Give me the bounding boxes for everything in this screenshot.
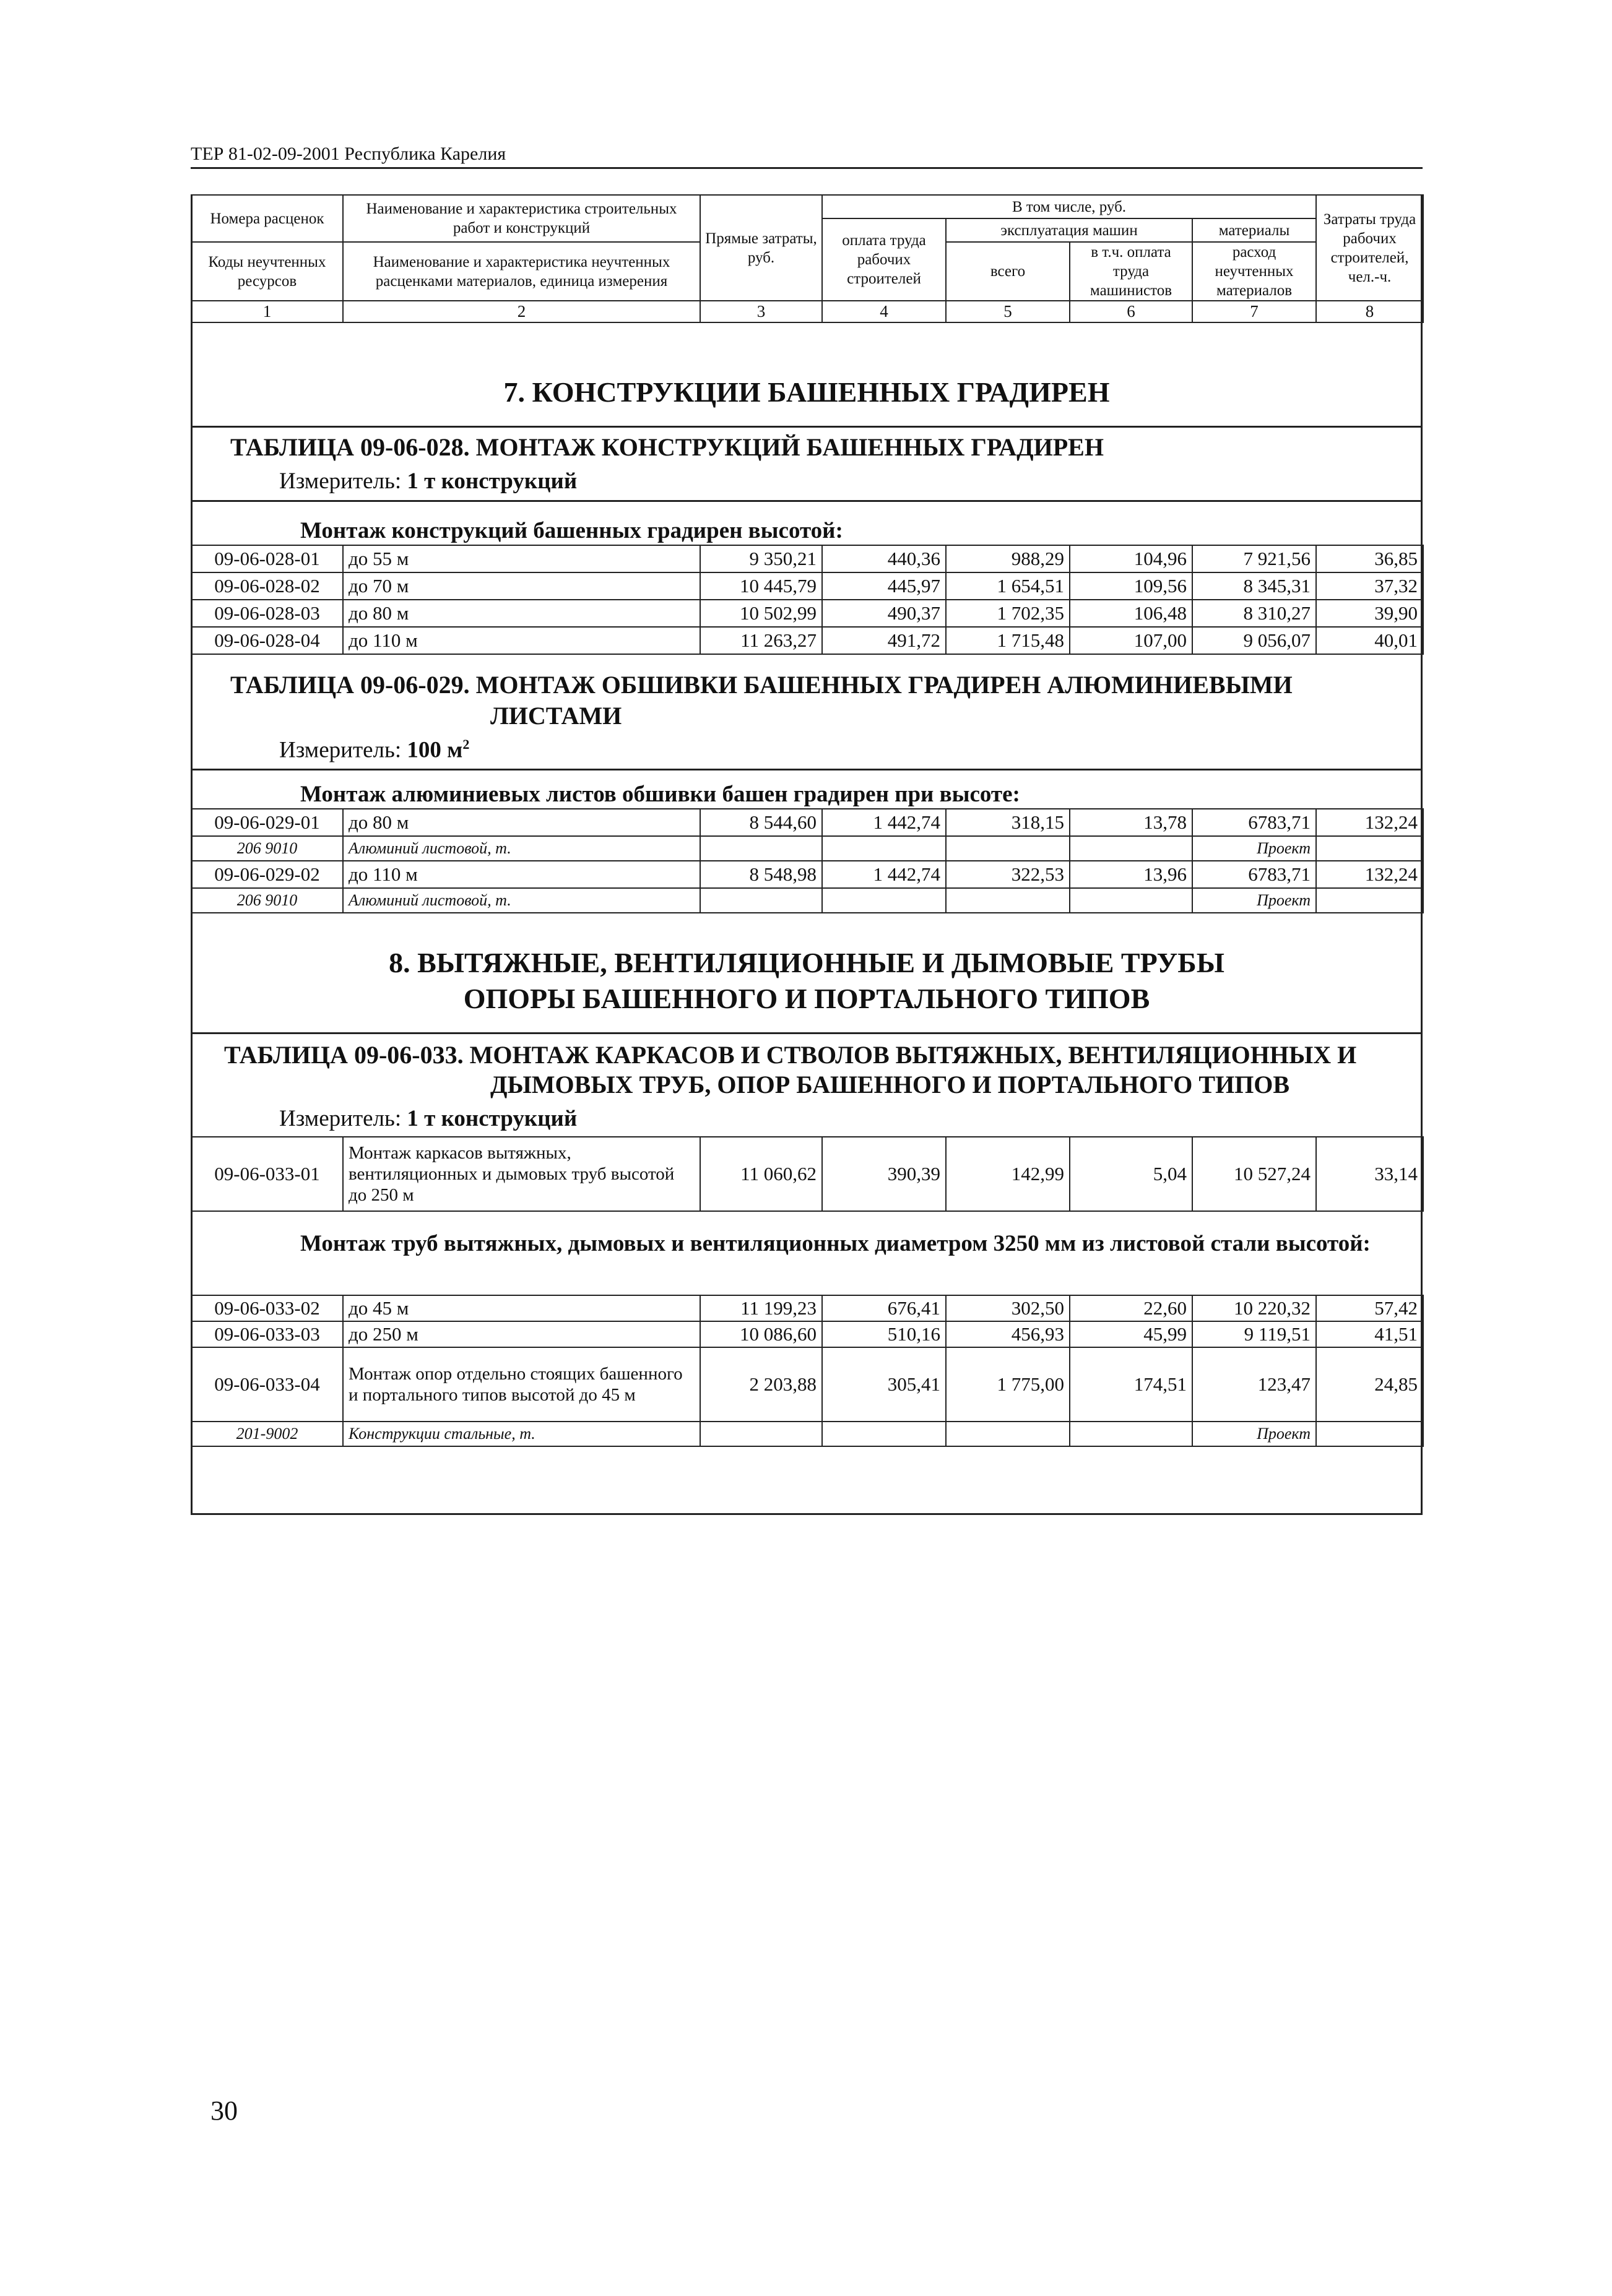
table-row xyxy=(191,1347,1423,1422)
table-033-meter xyxy=(279,1105,577,1132)
row-machines-op: 13,96 xyxy=(1070,861,1192,888)
meter-label: Измеритель: xyxy=(279,737,402,763)
col-number: 5 xyxy=(946,301,1070,322)
table-row xyxy=(191,572,1423,600)
row-materials: 10 220,32 xyxy=(1192,1295,1316,1321)
table-row xyxy=(191,600,1423,627)
row-hours: 39,90 xyxy=(1316,600,1423,627)
row-direct: 11 060,62 xyxy=(700,1137,822,1211)
divider xyxy=(191,1032,1423,1034)
row-name: до 80 м xyxy=(343,600,700,627)
row-materials: 9 056,07 xyxy=(1192,627,1316,654)
row-materials: 10 527,24 xyxy=(1192,1137,1316,1211)
row-labor: 490,37 xyxy=(822,600,946,627)
row-direct: 11 199,23 xyxy=(700,1295,822,1321)
col-number: 2 xyxy=(343,301,700,322)
res-codes-header: Коды неучтенных ресурсов xyxy=(191,242,343,301)
row-code: 09-06-029-01 xyxy=(191,809,343,836)
row-materials: 7 921,56 xyxy=(1192,545,1316,572)
row-code: 09-06-028-03 xyxy=(191,600,343,627)
row-machines-op: 104,96 xyxy=(1070,545,1192,572)
row-labor: 305,41 xyxy=(822,1347,946,1422)
row-machines: 1 775,00 xyxy=(946,1347,1070,1422)
row-direct: 11 263,27 xyxy=(700,627,822,654)
row-machines: 318,15 xyxy=(946,809,1070,836)
meter-superscript: 2 xyxy=(462,736,470,752)
table-029-title-line2: ЛИСТАМИ xyxy=(490,702,622,730)
row-code: 09-06-029-02 xyxy=(191,861,343,888)
resource-row xyxy=(191,1422,1423,1446)
row-labor: 510,16 xyxy=(822,1321,946,1347)
table-029-subhead: Монтаж алюминиевых листов обшивки башен градирен при высоте: xyxy=(300,782,1020,807)
col-codes-header: Номера расценок xyxy=(191,195,343,242)
resource-value: Проект xyxy=(1192,1422,1316,1446)
labor-pay-header: оплата труда рабочих строителей xyxy=(822,218,946,301)
table-028-title: ТАБЛИЦА 09-06-028. МОНТАЖ КОНСТРУКЦИЙ БАШЕННЫХ ГРАДИРЕН xyxy=(230,433,1104,461)
row-machines-op: 174,51 xyxy=(1070,1347,1192,1422)
row-labor: 491,72 xyxy=(822,627,946,654)
table-033-title-line1: ТАБЛИЦА 09-06-033. МОНТАЖ КАРКАСОВ И СТВОЛОВ ВЫТЯЖНЫХ, ВЕНТИЛЯЦИОННЫХ И xyxy=(224,1041,1357,1069)
machines-header: эксплуатация машин xyxy=(946,218,1192,242)
row-code: 09-06-028-01 xyxy=(191,545,343,572)
row-machines-op: 13,78 xyxy=(1070,809,1192,836)
table-029-title-line1: ТАБЛИЦА 09-06-029. МОНТАЖ ОБШИВКИ БАШЕННЫХ ГРАДИРЕН АЛЮМИНИЕВЫМИ xyxy=(230,671,1293,699)
meter-value: 100 м xyxy=(407,737,463,763)
table-row xyxy=(191,861,1423,888)
row-labor: 676,41 xyxy=(822,1295,946,1321)
col-number: 8 xyxy=(1316,301,1423,322)
row-direct: 8 548,98 xyxy=(700,861,822,888)
row-machines: 1 715,48 xyxy=(946,627,1070,654)
table-row xyxy=(191,1295,1423,1321)
row-code: 09-06-028-04 xyxy=(191,627,343,654)
col-name-header: Наименование и характеристика строительных работ и конструкций xyxy=(343,195,700,242)
row-machines-op: 109,56 xyxy=(1070,572,1192,600)
row-machines: 302,50 xyxy=(946,1295,1070,1321)
resource-row xyxy=(191,888,1423,913)
row-name: до 70 м xyxy=(343,572,700,600)
resource-code: 206 9010 xyxy=(191,888,343,913)
table-028-meter xyxy=(279,468,577,494)
row-machines-op: 22,60 xyxy=(1070,1295,1192,1321)
table-029-meter xyxy=(279,736,469,763)
row-hours: 57,42 xyxy=(1316,1295,1423,1321)
table-row xyxy=(191,545,1423,572)
section-7-title: 7. КОНСТРУКЦИИ БАШЕННЫХ ГРАДИРЕН xyxy=(503,376,1110,408)
resource-name: Алюминий листовой, т. xyxy=(343,888,700,913)
row-materials: 8 345,31 xyxy=(1192,572,1316,600)
header-rule xyxy=(191,167,1423,169)
meter-label: Измеритель: xyxy=(279,468,402,494)
row-direct: 10 445,79 xyxy=(700,572,822,600)
row-machines: 1 654,51 xyxy=(946,572,1070,600)
row-direct: 10 086,60 xyxy=(700,1321,822,1347)
meter-value: 1 т конструкций xyxy=(407,1106,578,1131)
row-materials: 6783,71 xyxy=(1192,861,1316,888)
row-labor: 390,39 xyxy=(822,1137,946,1211)
row-machines: 456,93 xyxy=(946,1321,1070,1347)
table-028-subhead: Монтаж конструкций башенных градирен высотой: xyxy=(300,518,843,543)
row-hours: 40,01 xyxy=(1316,627,1423,654)
row-name: до 110 м xyxy=(343,861,700,888)
meter-value: 1 т конструкций xyxy=(407,468,578,494)
table-row xyxy=(191,809,1423,836)
table-033-row01 xyxy=(191,1136,1424,1212)
row-hours: 33,14 xyxy=(1316,1137,1423,1211)
row-direct: 9 350,21 xyxy=(700,545,822,572)
row-machines: 1 702,35 xyxy=(946,600,1070,627)
row-name: до 55 м xyxy=(343,545,700,572)
row-direct: 8 544,60 xyxy=(700,809,822,836)
resource-value: Проект xyxy=(1192,836,1316,861)
page-number: 30 xyxy=(210,2095,238,2126)
row-code: 09-06-028-02 xyxy=(191,572,343,600)
divider xyxy=(191,769,1423,770)
meter-label: Измеритель: xyxy=(279,1106,402,1131)
col-direct-header: Прямые затраты, руб. xyxy=(700,195,822,301)
row-code: 09-06-033-01 xyxy=(191,1137,343,1211)
divider xyxy=(191,500,1423,502)
document-header: ТЕР 81-02-09-2001 Республика Карелия xyxy=(191,144,506,164)
table-033-title-line2: ДЫМОВЫХ ТРУБ, ОПОР БАШЕННОГО И ПОРТАЛЬНОГО ТИПОВ xyxy=(490,1071,1290,1098)
resource-name: Конструкции стальные, т. xyxy=(343,1422,700,1446)
table-029-rows xyxy=(191,808,1424,913)
row-labor: 1 442,74 xyxy=(822,861,946,888)
table-033-subhead: Монтаж труб вытяжных, дымовых и вентиляционных диаметром 3250 мм из листовой стали высотой: xyxy=(300,1231,1371,1256)
row-machines-op: 5,04 xyxy=(1070,1137,1192,1211)
row-materials: 6783,71 xyxy=(1192,809,1316,836)
row-labor: 1 442,74 xyxy=(822,809,946,836)
incl-header: В том числе, руб. xyxy=(822,195,1316,218)
row-direct: 2 203,88 xyxy=(700,1347,822,1422)
row-machines-op: 106,48 xyxy=(1070,600,1192,627)
row-name: до 110 м xyxy=(343,627,700,654)
resource-code: 206 9010 xyxy=(191,836,343,861)
table-row xyxy=(191,1137,1423,1211)
section-8-title-line2: ОПОРЫ БАШЕННОГО И ПОРТАЛЬНОГО ТИПОВ xyxy=(463,983,1150,1014)
row-machines: 142,99 xyxy=(946,1137,1070,1211)
row-materials: 8 310,27 xyxy=(1192,600,1316,627)
materials-header: материалы xyxy=(1192,218,1316,242)
table-033-rows xyxy=(191,1295,1424,1447)
col-number: 3 xyxy=(700,301,822,322)
col-number: 6 xyxy=(1070,301,1192,322)
row-code: 09-06-033-03 xyxy=(191,1321,343,1347)
row-hours: 41,51 xyxy=(1316,1321,1423,1347)
machines-total-header: всего xyxy=(946,242,1070,301)
col-number: 1 xyxy=(191,301,343,322)
row-hours: 36,85 xyxy=(1316,545,1423,572)
row-hours: 24,85 xyxy=(1316,1347,1423,1422)
row-code: 09-06-033-02 xyxy=(191,1295,343,1321)
row-materials: 123,47 xyxy=(1192,1347,1316,1422)
col-labor-cost-header: Затраты труда рабочих строителей, чел.-ч. xyxy=(1316,195,1423,301)
row-labor: 440,36 xyxy=(822,545,946,572)
resource-row xyxy=(191,836,1423,861)
col-number: 7 xyxy=(1192,301,1316,322)
resource-code: 201-9002 xyxy=(191,1422,343,1446)
row-name: Монтаж опор отдельно стоящих башенного и портального типов высотой до 45 м xyxy=(343,1347,700,1422)
row-name: Монтаж каркасов вытяжных, вентиляционных и дымовых труб высотой до 250 м xyxy=(343,1137,700,1211)
row-name: до 45 м xyxy=(343,1295,700,1321)
row-machines: 988,29 xyxy=(946,545,1070,572)
table-028-rows xyxy=(191,545,1424,655)
row-name: до 80 м xyxy=(343,809,700,836)
column-header-table xyxy=(191,194,1424,323)
row-hours: 132,24 xyxy=(1316,809,1423,836)
section-8-title-line1: 8. ВЫТЯЖНЫЕ, ВЕНТИЛЯЦИОННЫЕ И ДЫМОВЫЕ ТРУБЫ xyxy=(389,947,1224,978)
resource-value: Проект xyxy=(1192,888,1316,913)
col-number: 4 xyxy=(822,301,946,322)
row-hours: 132,24 xyxy=(1316,861,1423,888)
row-machines: 322,53 xyxy=(946,861,1070,888)
row-labor: 445,97 xyxy=(822,572,946,600)
machines-operators-header: в т.ч. оплата труда машинистов xyxy=(1070,242,1192,301)
res-name-header: Наименование и характеристика неучтенных расценками материалов, единица измерения xyxy=(343,242,700,301)
row-name: до 250 м xyxy=(343,1321,700,1347)
table-row xyxy=(191,1321,1423,1347)
row-machines-op: 107,00 xyxy=(1070,627,1192,654)
row-hours: 37,32 xyxy=(1316,572,1423,600)
row-direct: 10 502,99 xyxy=(700,600,822,627)
divider xyxy=(191,426,1423,428)
row-machines-op: 45,99 xyxy=(1070,1321,1192,1347)
row-materials: 9 119,51 xyxy=(1192,1321,1316,1347)
materials-unaccounted-header: расход неучтенных материалов xyxy=(1192,242,1316,301)
row-code: 09-06-033-04 xyxy=(191,1347,343,1422)
resource-name: Алюминий листовой, т. xyxy=(343,836,700,861)
table-row xyxy=(191,627,1423,654)
